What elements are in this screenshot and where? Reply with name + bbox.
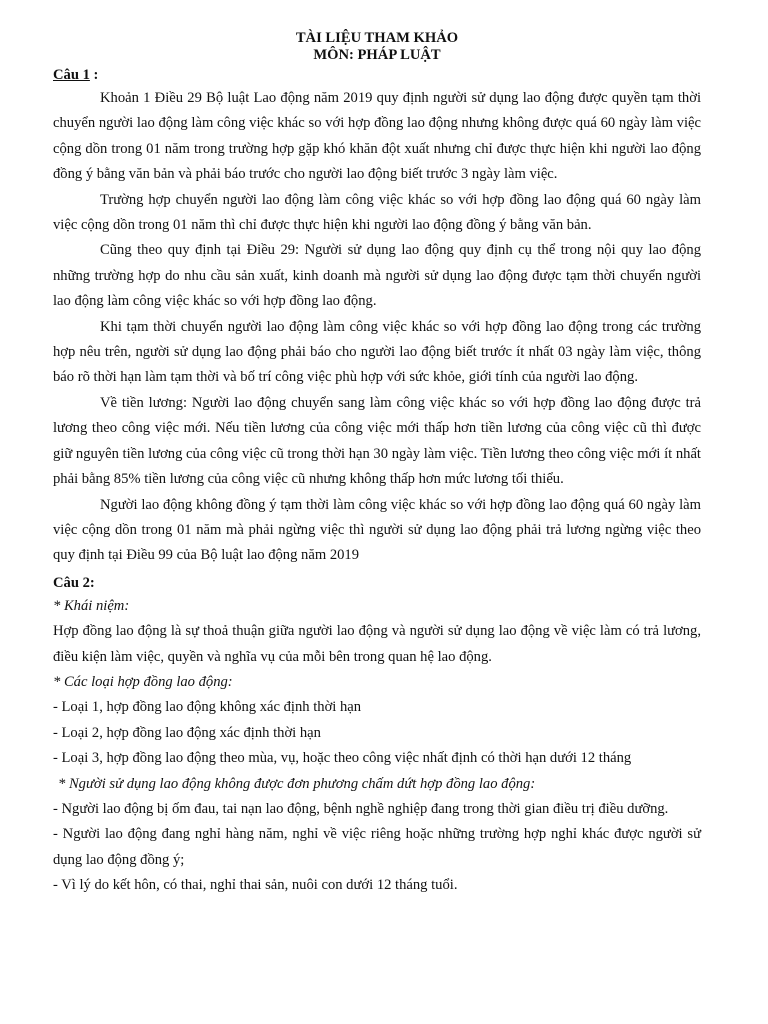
section-heading-cau2: Câu 2:	[53, 574, 95, 591]
list-item: - Loại 3, hợp đồng lao động theo mùa, vụ, hoặc theo công việc nhất định có thời hạn dưới 12 tháng	[53, 750, 632, 767]
section-heading-cau1	[53, 64, 701, 86]
document-subtitle: MÔN: PHÁP LUẬT	[313, 47, 441, 63]
cham-dut-heading: * Người sử dụng lao động không được đơn phương chấm dứt hợp đồng lao động:	[58, 775, 536, 792]
cau1-paragraph: Cũng theo quy định tại Điều 29: Người sử dụng lao động quy định cụ thể trong nội quy lao động những trường hợp do nhu cầu sản xuất, kinh doanh mà người sử dụng lao động được tạm thời chuyển người lao động làm công việc khác so với hợp đồng lao động.	[53, 242, 701, 310]
khai-niem-heading: * Khái niệm:	[53, 597, 130, 614]
list-item: - Người lao động bị ốm đau, tai nạn lao động, bệnh nghề nghiệp đang trong thời gian điều trị điều dưỡng.	[53, 800, 669, 817]
cau1-heading-colon: :	[89, 67, 99, 83]
cau1-paragraph: Người lao động không đồng ý tạm thời làm công việc khác so với hợp đồng lao động quá 60 ngày làm việc cộng dồn trong 01 năm mà phải ngừng việc thì người sử dụng lao động phải trả lương ngừng việc theo quy định tại Điều 99 của Bộ luật lao động năm 2019	[53, 496, 701, 564]
loai-hop-dong-heading: * Các loại hợp đồng lao động:	[53, 673, 233, 690]
list-item: - Loại 1, hợp đồng lao động không xác định thời hạn	[53, 699, 362, 716]
list-item: - Người lao động đang nghỉ hàng năm, nghỉ về việc riêng hoặc những trường hợp nghỉ khác được người sử dụng lao động đồng ý;	[53, 826, 701, 868]
list-item: - Loại 2, hợp đồng lao động xác định thời hạn	[53, 724, 321, 741]
document-title: TÀI LIỆU THAM KHẢO	[295, 30, 459, 46]
cau1-paragraph: Về tiền lương: Người lao động chuyển sang làm công việc khác so với hợp đồng lao động được trả lương theo công việc mới. Nếu tiền lương của công việc mới thấp hơn tiền lương của công việc cũ thì được giữ nguyên tiền lương của công việc cũ trong thời hạn 30 ngày làm việc. Tiền lương theo công việc mới ít nhất phải bằng 85% tiền lương của công việc cũ nhưng không thấp hơn mức lương tối thiểu.	[53, 394, 701, 488]
khai-niem-text: Hợp đồng lao động là sự thoả thuận giữa người lao động và người sử dụng lao động về việc làm có trả lương, điều kiện làm việc, quyền và nghĩa vụ của mỗi bên trong quan hệ lao động.	[53, 623, 701, 665]
cau1-heading-label: Câu 1	[53, 67, 90, 83]
cau1-paragraph: Trường hợp chuyển người lao động làm công việc khác so với hợp đồng lao động quá 60 ngày làm việc cộng dồn trong 01 năm thì chỉ được thực hiện khi người lao động đồng ý bằng văn bản.	[53, 191, 701, 234]
cau1-paragraph: Khoản 1 Điều 29 Bộ luật Lao động năm 2019 quy định người sử dụng lao động được quyền tạm thời chuyển người lao động làm công việc khác so với hợp đồng lao động nhưng không được quá 60 ngày làm việc cộng dồn trong 01 năm trong trường hợp gặp khó khăn đột xuất nhưng chỉ được thực hiện khi người lao động đồng ý bằng văn bản và phải báo trước cho người lao động biết trước 3 ngày làm việc.	[53, 90, 701, 183]
cau1-paragraph: Khi tạm thời chuyển người lao động làm công việc khác so với hợp đồng lao động trong các trường hợp nêu trên, người sử dụng lao động phải báo cho người lao động biết trước ít nhất 03 ngày làm việc, thông báo rõ thời hạn làm tạm thời và bố trí công việc phù hợp với sức khỏe, giới tính của người lao động.	[53, 318, 701, 386]
list-item: - Vì lý do kết hôn, có thai, nghỉ thai sản, nuôi con dưới 12 tháng tuổi.	[53, 877, 458, 894]
